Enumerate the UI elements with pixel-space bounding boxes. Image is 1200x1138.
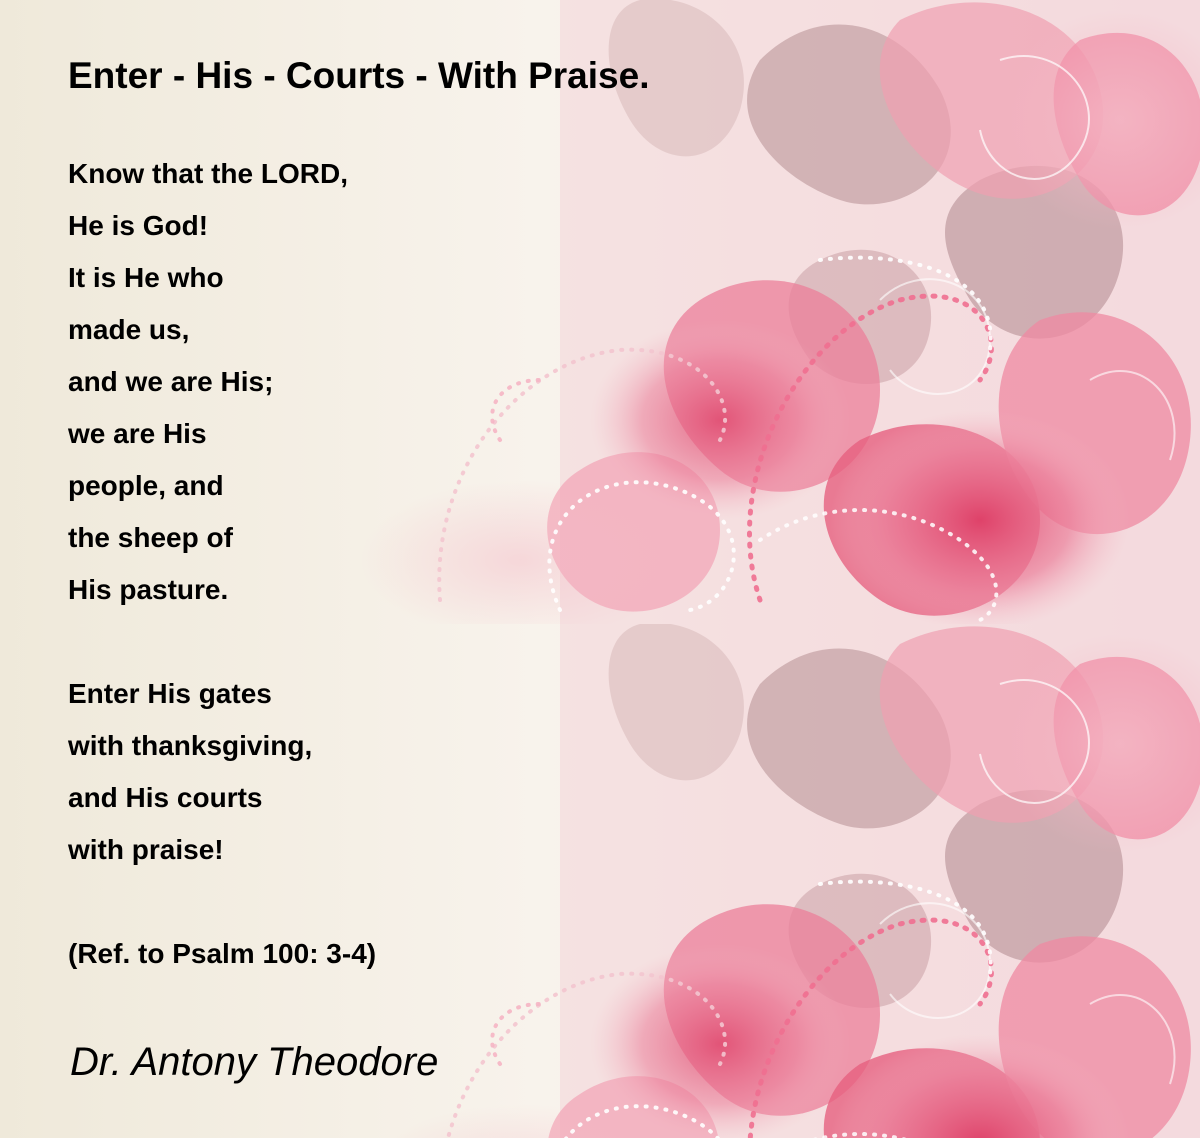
poem-stanza-2 [68,668,312,876]
poem-line: and His courts [68,782,263,813]
poem-line: Know that the LORD, [68,158,348,189]
poem-line: we are His [68,418,207,449]
poem-line: It is He who [68,262,224,293]
poem-stanza-1 [68,148,348,616]
poem-line: people, and [68,470,224,501]
poem-author: Dr. Antony Theodore [70,1040,439,1084]
poem-line: and we are His; [68,366,274,397]
poem-line: His pasture. [68,574,229,605]
poem-title: Enter - His - Courts - With Praise. [68,55,650,96]
poem-line: He is God! [68,210,209,241]
poem-line: with thanksgiving, [68,730,313,761]
scripture-reference: (Ref. to Psalm 100: 3-4) [68,938,377,969]
poem-line: made us, [68,314,190,345]
poem-line: with praise! [68,834,224,865]
poem-line: the sheep of [68,522,233,553]
poem-line: Enter His gates [68,678,272,709]
